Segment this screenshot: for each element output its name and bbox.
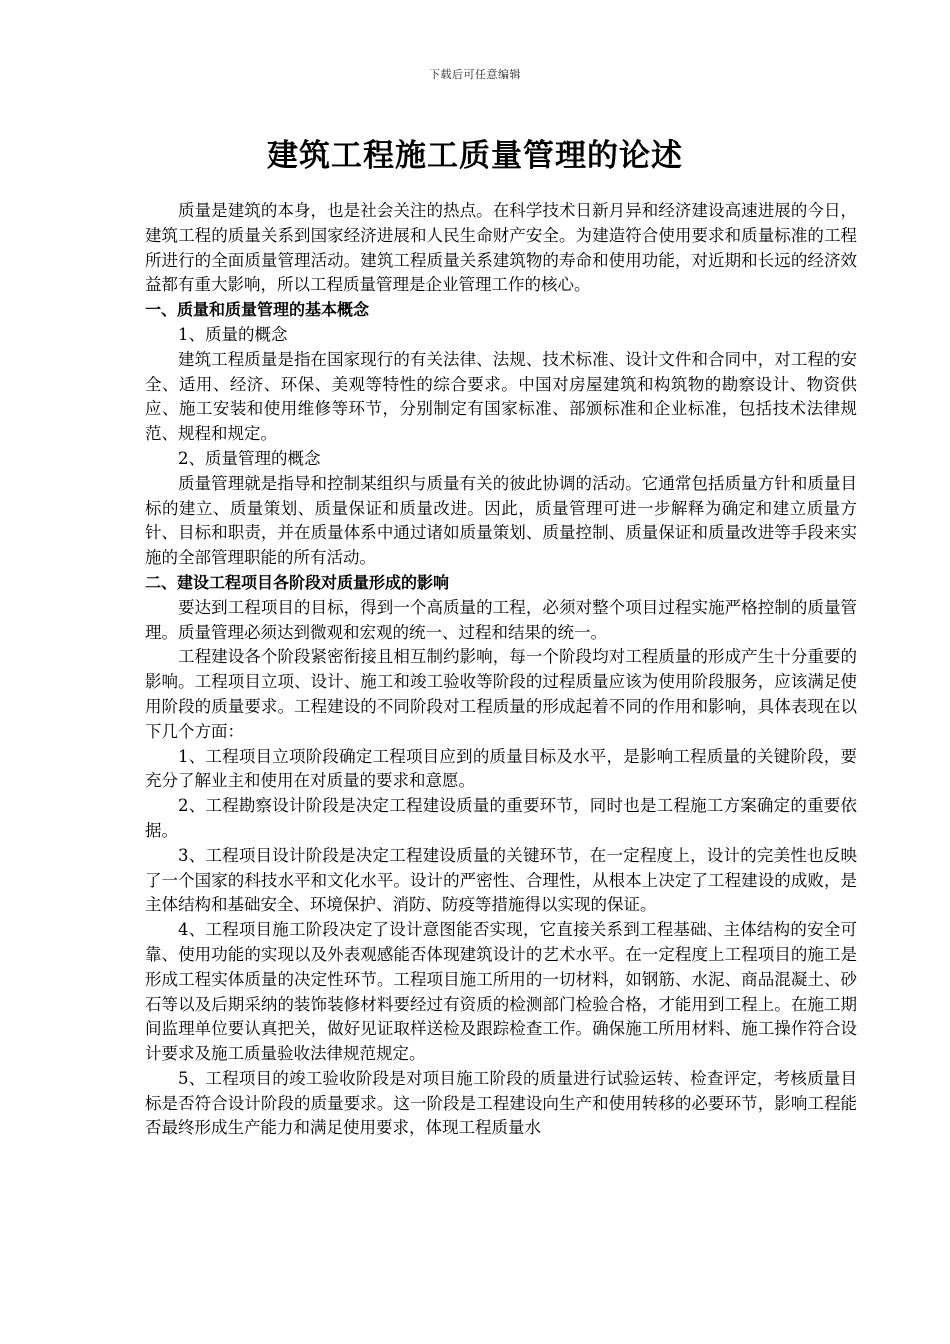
subheading-management: 2、质量管理的概念 [178, 448, 321, 468]
document-body [145, 199, 857, 1141]
list-item-2: 2、工程勘察设计阶段是决定工程建设质量的重要环节，同时也是工程施工方案确定的重要依据。 [145, 796, 857, 840]
page-title: 建筑工程施工质量管理的论述 [267, 138, 683, 174]
intro-paragraph: 质量是建筑的本身，也是社会关注的热点。在科学技术日新月异和经济建设高速进展的今日，建筑工程的质量关系到国家经济进展和人民生命财产安全。为建造符合使用要求和质量标准的工程所进行的全面质量管理活动。建筑工程质量关系建筑物的寿命和使用功能，对近期和长远的经济效益都有重大影响，所以工程质量管理是企业管理工作的核心。 [145, 201, 857, 295]
quality-paragraph: 建筑工程质量是指在国家现行的有关法律、法规、技术标准、设计文件和合同中，对工程的安全、适用、经济、环保、美观等特性的综合要求。中国对房屋建筑和构筑物的勘察设计、物资供应、施工安装和使用维修等环节，分别制定有国家标准、部颁标准和企业标准，包括技术法律规范、规程和规定。 [145, 349, 857, 444]
goal-paragraph: 要达到工程项目的目标，得到一个高质量的工程，必须对整个项目过程实施严格控制的质量管理。质量管理必须达到微观和宏观的统一、过程和结果的统一。 [145, 597, 857, 642]
list-item-5: 5、工程项目的竣工验收阶段是对项目施工阶段的质量进行试验运转、检查评定，考核质量目标是否符合设计阶段的质量要求。这一阶段是工程建设向生产和使用转移的必要环节，影响工程能否最终形成生产能力和满足使用要求，体现工程质量水 [145, 1068, 857, 1138]
subheading-quality: 1、质量的概念 [178, 324, 288, 344]
management-paragraph: 质量管理就是指导和控制某组织与质量有关的彼此协调的活动。它通常包括质量方针和质量目标的建立、质量策划、质量保证和质量改进。因此，质量管理可进一步解释为确定和建立质量方针、目标和职责，并在质量体系中通过诸如质量策划、质量控制、质量保证和质量改进等手段来实施的全部管理职能的所有活动。 [145, 473, 857, 568]
list-item-1: 1、工程项目立项阶段确定工程项目应到的质量目标及水平，是影响工程质量的关键阶段，要充分了解业主和使用在对质量的要求和意愿。 [145, 746, 857, 791]
stages-paragraph: 工程建设各个阶段紧密衔接且相互制约影响，每一个阶段均对工程质量的形成产生十分重要的影响。工程项目立项、设计、施工和竣工验收等阶段的过程质量应该为使用阶段服务，应该满足使用阶段的质量要求。工程建设的不同阶段对工程质量的形成起着不同的作用和影响，具体表现在以下几个方面： [145, 647, 857, 741]
section-heading-1: 一、质量和质量管理的基本概念 [145, 300, 370, 320]
header-note: 下载后可任意编辑 [429, 68, 521, 81]
list-item-4: 4、工程项目施工阶段决定了设计意图能否实现，它直接关系到工程基础、主体结构的安全可靠、使用功能的实现以及外表观感能否体现建筑设计的艺术水平。在一定程度上工程项目的施工是形成工程实体质量的决定性环节。工程项目施工所用的一切材料，如钢筋、水泥、商品混凝土、砂石等以及后期采纳的装饰装修材料要经过有资质的检测部门检验合格，才能用到工程上。在施工期间监理单位要认真把关，做好见证取样送检及跟踪检查工作。确保施工所用材料、施工操作符合设计要求及施工质量验收法律规范规定。 [145, 920, 857, 1064]
section-heading-2: 二、建设工程项目各阶段对质量形成的影响 [145, 572, 450, 592]
list-item-3: 3、工程项目设计阶段是决定工程建设质量的关键环节，在一定程度上，设计的完美性也反映了一个国家的科技水平和文化水平。设计的严密性、合理性，从根本上决定了工程建设的成败，是主体结构和基础安全、环境保护、消防、防疫等措施得以实现的保证。 [145, 845, 857, 915]
